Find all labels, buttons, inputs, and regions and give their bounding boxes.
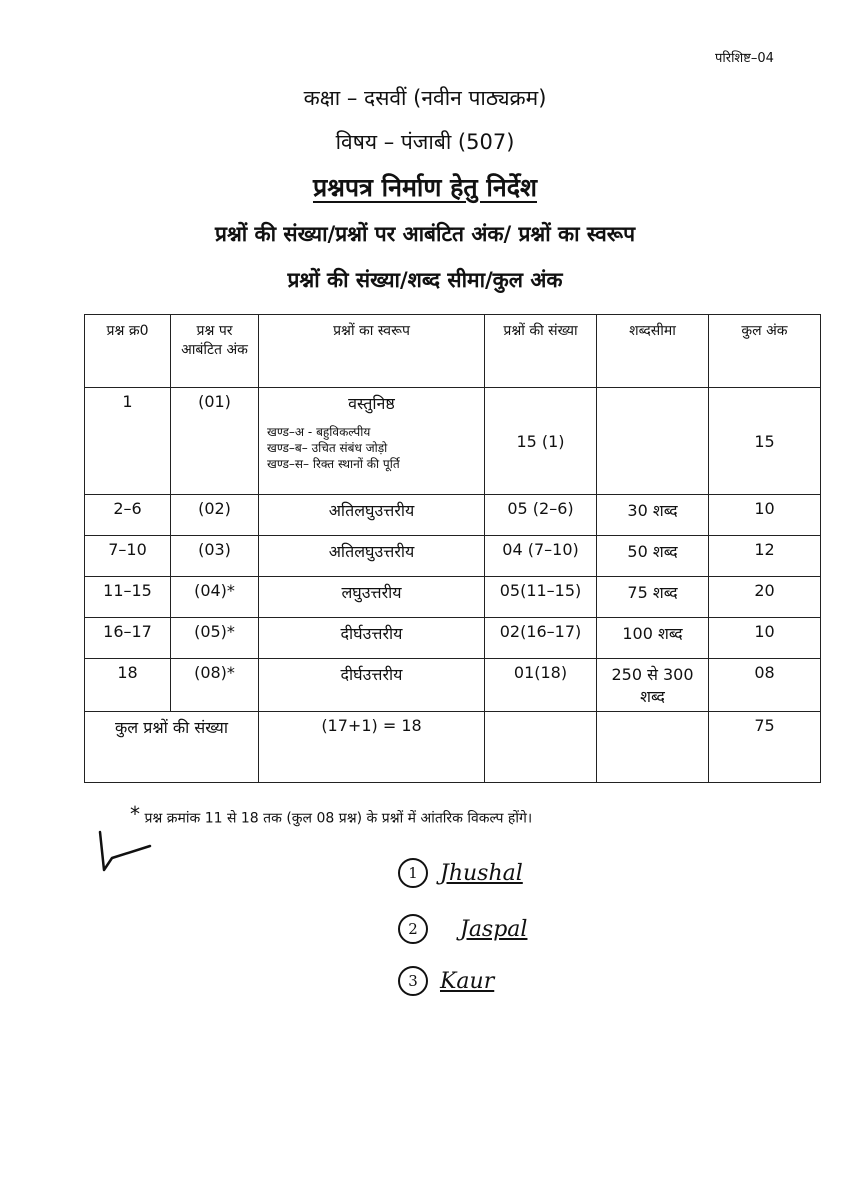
cell-marks: (03): [171, 536, 259, 577]
page-title-text: प्रश्नपत्र निर्माण हेतु निर्देश: [312, 173, 537, 202]
cell-qno: 7–10: [85, 536, 171, 577]
cell-words: 75 शब्द: [597, 577, 709, 618]
cell-qno: 2–6: [85, 495, 171, 536]
cell-words: 50 शब्द: [597, 536, 709, 577]
cell-count: 01(18): [485, 659, 597, 712]
subject-heading: विषय – पंजाबी (507): [335, 130, 515, 154]
cell-words: 100 शब्द: [597, 618, 709, 659]
cell-type: दीर्घउत्तरीय: [259, 618, 485, 659]
cell-type: दीर्घउत्तरीय: [259, 659, 485, 712]
section-item: खण्ड–स– रिक्त स्थानों की पूर्ति: [267, 457, 400, 471]
appendix-label: परिशिष्ट–04: [715, 51, 774, 66]
cell-total: 10: [709, 618, 821, 659]
cell-count: [485, 712, 597, 783]
cell-words: 30 शब्द: [597, 495, 709, 536]
signature-number: 1: [398, 858, 428, 888]
cell-words: [597, 388, 709, 495]
total-marks: 75: [709, 712, 821, 783]
signature-name: Jaspal: [460, 916, 528, 942]
cell-marks: (05)*: [171, 618, 259, 659]
cell-count: 05 (2–6): [485, 495, 597, 536]
total-label: कुल प्रश्नों की संख्या: [85, 712, 259, 783]
signature-row: [398, 858, 523, 888]
cell-marks: (02): [171, 495, 259, 536]
cell-words: 250 से 300 शब्द: [597, 659, 709, 712]
cell-count: 02(16–17): [485, 618, 597, 659]
signature-row: [398, 914, 527, 944]
section-item: खण्ड–अ - बहुविकल्पीय: [267, 425, 371, 439]
cell-count: 15 (1): [485, 388, 597, 495]
cell-type: अतिलघुउत्तरीय: [259, 536, 485, 577]
cell-total: 12: [709, 536, 821, 577]
signature-row: [398, 966, 494, 996]
initial-mark-signature: [90, 820, 160, 880]
cell-qno: 16–17: [85, 618, 171, 659]
table-row: [85, 659, 821, 712]
signature-number: 2: [398, 914, 428, 944]
section-list: [263, 424, 480, 472]
footnote-text: प्रश्न क्रमांक 11 से 18 तक (कुल 08 प्रश्न) के प्रश्नों में आंतरिक विकल्प होंगे।: [144, 810, 533, 827]
signature-number: 3: [398, 966, 428, 996]
cell-total: 15: [709, 388, 821, 495]
col-header-type: प्रश्नों का स्वरूप: [259, 315, 485, 388]
cell-marks: (08)*: [171, 659, 259, 712]
col-header-count: प्रश्नों की संख्या: [485, 315, 597, 388]
cell-marks: (01): [171, 388, 259, 495]
cell-type-main: वस्तुनिष्ठ: [348, 394, 395, 413]
signature-name: Kaur: [440, 968, 495, 994]
question-distribution-table: [84, 314, 821, 783]
col-header-words: शब्दसीमा: [597, 315, 709, 388]
subtitle-2: प्रश्नों की संख्या/शब्द सीमा/कुल अंक: [287, 268, 563, 292]
table-row: [85, 495, 821, 536]
col-header-marks: प्रश्न पर आबंटित अंक: [171, 315, 259, 388]
cell-qno: 1: [85, 388, 171, 495]
total-formula: (17+1) = 18: [259, 712, 485, 783]
cell-words: [597, 712, 709, 783]
table-row: [85, 577, 821, 618]
col-header-qno: प्रश्न क्र0: [85, 315, 171, 388]
cell-qno: 11–15: [85, 577, 171, 618]
footnote-asterisk: *: [130, 802, 140, 826]
cell-qno: 18: [85, 659, 171, 712]
table-total-row: [85, 712, 821, 783]
cell-type: [259, 388, 485, 495]
table-header-row: [85, 315, 821, 388]
cell-total: 20: [709, 577, 821, 618]
cell-total: 08: [709, 659, 821, 712]
cell-type: अतिलघुउत्तरीय: [259, 495, 485, 536]
cell-type: लघुउत्तरीय: [259, 577, 485, 618]
cell-count: 05(11–15): [485, 577, 597, 618]
section-item: खण्ड–ब– उचित संबंध जोड़ो: [267, 441, 388, 455]
class-heading: कक्षा – दसवीं (नवीन पाठ्यक्रम): [303, 86, 547, 110]
col-header-total: कुल अंक: [709, 315, 821, 388]
cell-count: 04 (7–10): [485, 536, 597, 577]
footnote: [130, 798, 532, 828]
cell-total: 10: [709, 495, 821, 536]
page-title: [0, 170, 850, 204]
signature-name: Jhushal: [440, 860, 523, 886]
cell-marks: (04)*: [171, 577, 259, 618]
table-row: [85, 388, 821, 495]
subtitle-1: प्रश्नों की संख्या/प्रश्नों पर आबंटित अंक/ प्रश्नों का स्वरूप: [215, 222, 635, 246]
table-row: [85, 618, 821, 659]
table-row: [85, 536, 821, 577]
